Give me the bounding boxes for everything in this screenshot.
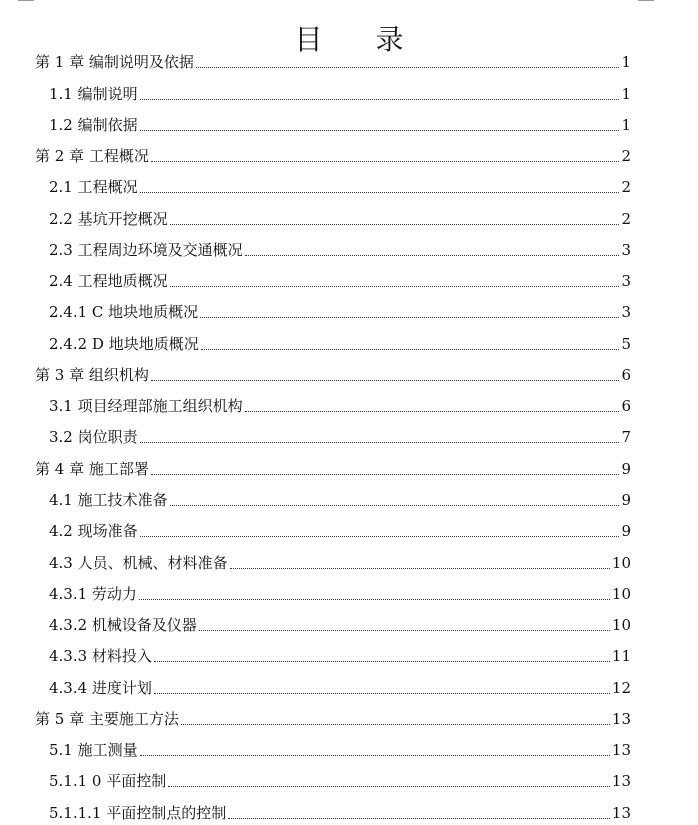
toc-dot-leader [245,255,620,256]
toc-dot-leader [140,755,610,756]
toc-page-number: 13 [611,772,631,791]
toc-page-number: 13 [611,741,631,760]
toc-section-entry[interactable] [0,168,698,199]
toc-section-entry[interactable] [0,762,698,793]
toc-section-entry[interactable] [0,731,698,762]
toc-entry-label: 1.1 编制说明 [49,84,138,103]
toc-dot-leader [170,224,620,225]
toc-entry-label: 3.2 岗位职责 [49,428,138,447]
toc-page-number: 1 [621,115,631,134]
toc-chapter-entry[interactable] [0,43,698,74]
toc-dot-leader [139,599,610,600]
toc-dot-leader [140,442,620,443]
toc-page-number: 13 [611,709,631,728]
toc-page-number: 11 [611,647,631,666]
page-corner-mark-left [18,0,34,1]
toc-dot-leader [151,161,620,162]
toc-chapter-entry[interactable] [0,449,698,480]
toc-dot-leader [181,724,610,725]
toc-entry-label: 4.3.3 材料投入 [49,647,152,666]
toc-entry-label: 4.3.2 机械设备及仪器 [49,616,197,635]
toc-page-number: 3 [621,240,631,259]
toc-entry-label: 第 4 章 施工部署 [35,459,149,478]
toc-section-entry[interactable] [0,74,698,105]
toc-entry-label: 4.1 施工技术准备 [49,490,168,509]
toc-dot-leader [140,99,620,100]
toc-page-number: 10 [611,553,631,572]
toc-section-entry[interactable] [0,324,698,355]
toc-section-entry[interactable] [0,543,698,574]
toc-dot-leader [168,786,610,787]
toc-entry-label: 2.4.1 C 地块地质概况 [49,303,199,322]
toc-dot-leader [140,536,620,537]
toc-page-number: 10 [611,584,631,603]
toc-section-entry[interactable] [0,418,698,449]
toc-entry-label: 4.3.4 进度计划 [49,678,152,697]
toc-dot-leader [151,474,620,475]
toc-entry-label: 4.3.1 劳动力 [49,584,137,603]
toc-page-number: 9 [621,490,631,509]
toc-dot-leader [245,411,620,412]
toc-page-number: 12 [611,678,631,697]
toc-dot-leader [154,693,610,694]
toc-dot-leader [140,192,620,193]
toc-entry-label: 1.2 编制依据 [49,115,138,134]
toc-section-entry[interactable] [0,262,698,293]
toc-entry-label: 5.1.1 0 平面控制 [49,772,167,791]
toc-section-entry[interactable] [0,606,698,637]
toc-page-number: 9 [621,522,631,541]
toc-entry-label: 2.4 工程地质概况 [49,272,168,291]
toc-page-number: 1 [621,53,631,72]
toc-page-number: 9 [621,459,631,478]
toc-section-entry[interactable] [0,637,698,668]
toc-dot-leader [196,67,620,68]
toc-page-number: 6 [621,365,631,384]
toc-page-number: 2 [621,147,631,166]
toc-entry-label: 第 3 章 组织机构 [35,365,149,384]
toc-entry-label: 3.1 项目经理部施工组织机构 [49,397,243,416]
toc-page-number: 3 [621,272,631,291]
toc-entry-label: 2.3 工程周边环境及交通概况 [49,240,243,259]
toc-dot-leader [201,349,620,350]
toc-page-number: 10 [611,616,631,635]
toc-chapter-entry[interactable] [0,356,698,387]
toc-entry-label: 2.1 工程概况 [49,178,138,197]
toc-section-entry[interactable] [0,793,698,824]
toc-dot-leader [199,630,610,631]
toc-section-entry[interactable] [0,668,698,699]
toc-page-number: 3 [621,303,631,322]
toc-section-entry[interactable] [0,387,698,418]
toc-dot-leader [230,568,610,569]
toc-section-entry[interactable] [0,512,698,543]
toc-dot-leader [140,130,620,131]
toc-entry-label: 第 1 章 编制说明及依据 [35,53,194,72]
toc-chapter-entry[interactable] [0,700,698,731]
toc-page-number: 13 [611,803,631,822]
toc-dot-leader [200,317,619,318]
toc-chapter-entry[interactable] [0,137,698,168]
toc-dot-leader [170,286,620,287]
toc-section-entry[interactable] [0,575,698,606]
toc-dot-leader [228,818,610,819]
toc-entry-label: 2.4.2 D 地块地质概况 [49,334,199,353]
page-corner-mark-right [638,0,654,1]
toc-page-number: 1 [621,84,631,103]
toc-page-number: 6 [621,397,631,416]
toc-section-entry[interactable] [0,231,698,262]
toc-dot-leader [151,380,620,381]
toc-section-entry[interactable] [0,199,698,230]
toc-section-entry[interactable] [0,293,698,324]
toc-section-entry[interactable] [0,106,698,137]
toc-section-entry[interactable] [0,481,698,512]
toc-entry-label: 5.1.1.1 平面控制点的控制 [49,803,227,822]
toc-entry-label: 4.3 人员、机械、材料准备 [49,553,228,572]
toc-page-number: 5 [621,334,631,353]
toc-dot-leader [170,505,620,506]
toc-entry-label: 4.2 现场准备 [49,522,138,541]
toc-entry-label: 第 5 章 主要施工方法 [35,709,179,728]
toc-entry-label: 第 2 章 工程概况 [35,147,149,166]
toc-page-number: 2 [621,209,631,228]
toc-dot-leader [154,661,610,662]
table-of-contents [0,43,698,825]
toc-page-number: 2 [621,178,631,197]
toc-title: 目 录 [294,22,426,56]
toc-entry-label: 5.1 施工测量 [49,741,138,760]
toc-page-number: 7 [621,428,631,447]
toc-entry-label: 2.2 基坑开挖概况 [49,209,168,228]
